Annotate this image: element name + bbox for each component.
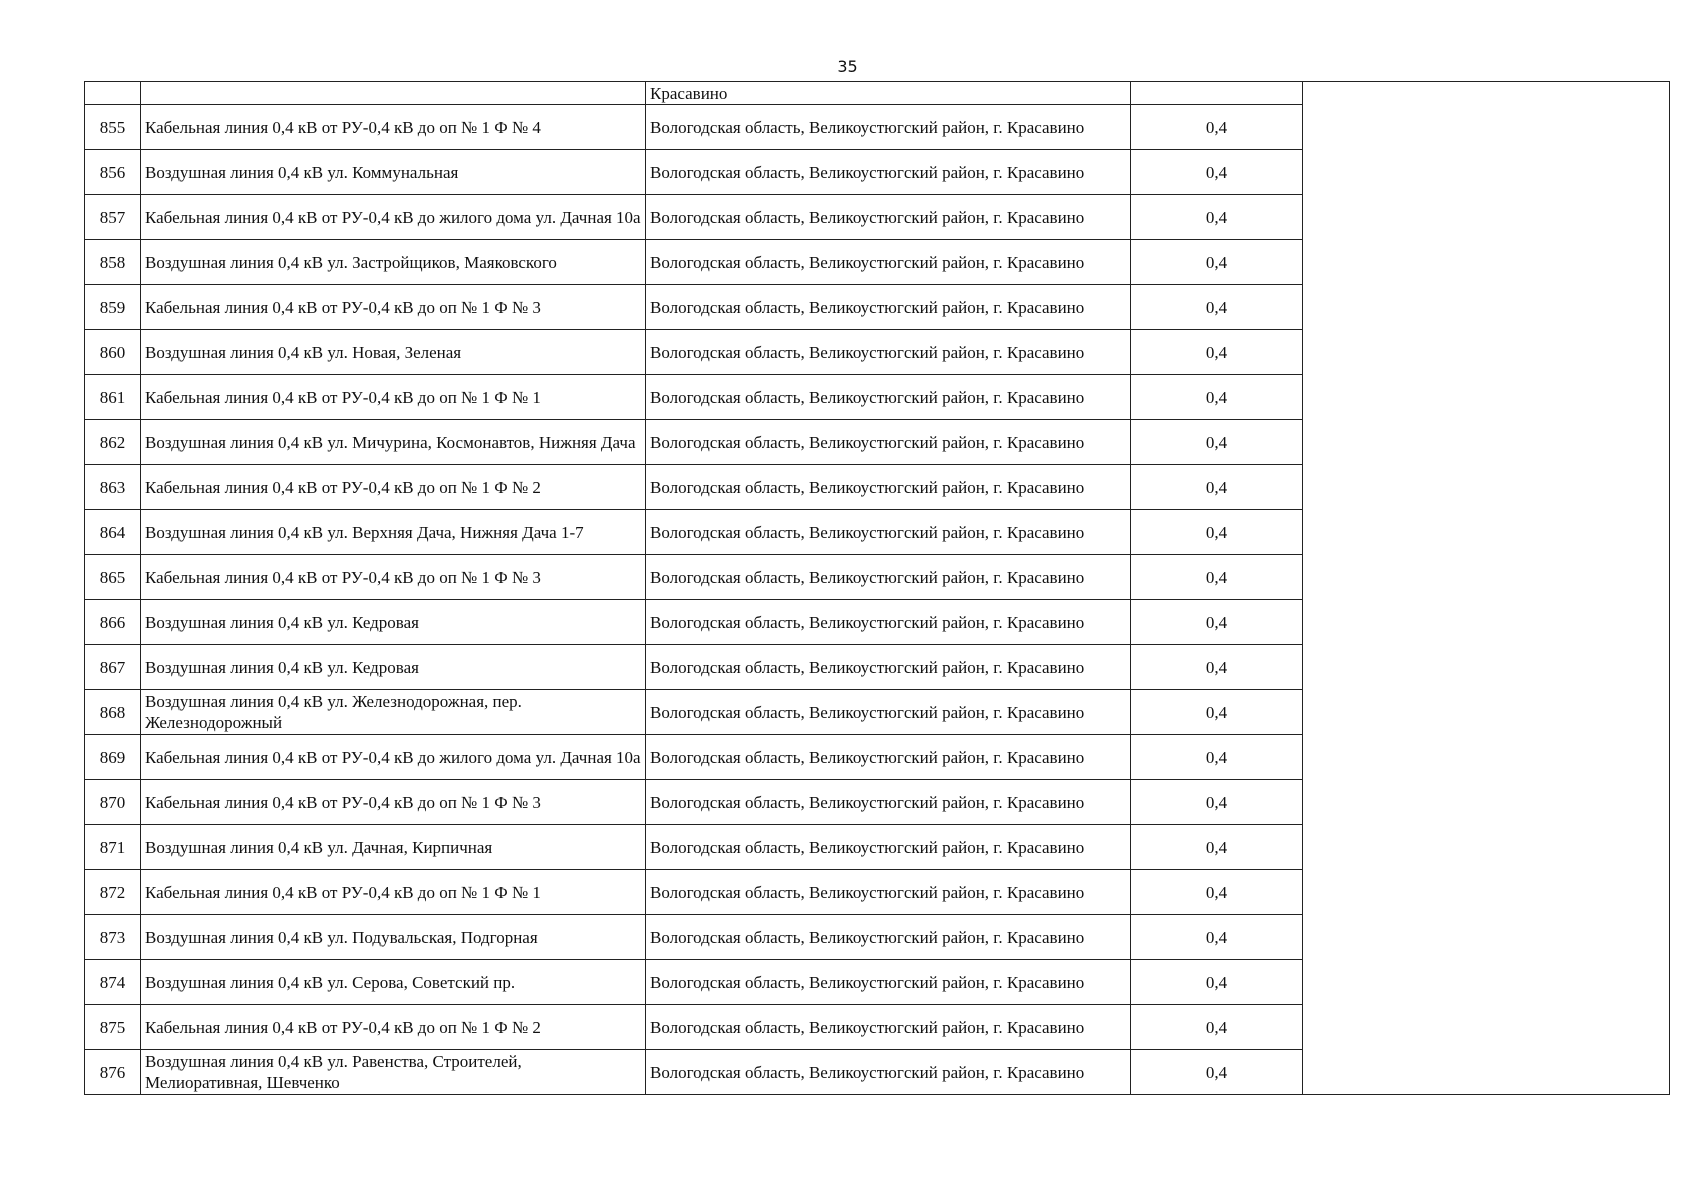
voltage-cell: 0,4 [1131,420,1303,465]
address-cell: Вологодская область, Великоустюгский район, г. Красавино [646,420,1131,465]
row-number-cell [85,82,141,105]
object-name-cell: Воздушная линия 0,4 кВ ул. Кедровая [141,645,646,690]
address-cell: Вологодская область, Великоустюгский район, г. Красавино [646,600,1131,645]
object-name-cell [141,82,646,105]
voltage-cell: 0,4 [1131,1005,1303,1050]
address-cell: Вологодская область, Великоустюгский район, г. Красавино [646,375,1131,420]
address-cell: Вологодская область, Великоустюгский район, г. Красавино [646,1005,1131,1050]
address-cell: Вологодская область, Великоустюгский район, г. Красавино [646,915,1131,960]
address-cell: Вологодская область, Великоустюгский район, г. Красавино [646,465,1131,510]
address-cell: Вологодская область, Великоустюгский район, г. Красавино [646,240,1131,285]
voltage-cell: 0,4 [1131,285,1303,330]
row-number-cell: 868 [85,690,141,735]
address-cell: Вологодская область, Великоустюгский район, г. Красавино [646,1050,1131,1095]
row-number-cell: 864 [85,510,141,555]
row-number-cell: 872 [85,870,141,915]
object-name-cell: Воздушная линия 0,4 кВ ул. Коммунальная [141,150,646,195]
address-cell: Вологодская область, Великоустюгский район, г. Красавино [646,825,1131,870]
address-cell: Красавино [646,82,1131,105]
voltage-cell: 0,4 [1131,690,1303,735]
address-cell: Вологодская область, Великоустюгский район, г. Красавино [646,510,1131,555]
object-name-cell: Кабельная линия 0,4 кВ от РУ-0,4 кВ до оп № 1 Ф № 3 [141,780,646,825]
address-cell: Вологодская область, Великоустюгский район, г. Красавино [646,555,1131,600]
voltage-cell: 0,4 [1131,195,1303,240]
row-number-cell: 874 [85,960,141,1005]
object-name-cell: Кабельная линия 0,4 кВ от РУ-0,4 кВ до оп № 1 Ф № 4 [141,105,646,150]
address-cell: Вологодская область, Великоустюгский район, г. Красавино [646,285,1131,330]
blank-column [1303,82,1670,1095]
object-name-cell: Кабельная линия 0,4 кВ от РУ-0,4 кВ до оп № 1 Ф № 3 [141,555,646,600]
address-cell: Вологодская область, Великоустюгский район, г. Красавино [646,150,1131,195]
address-cell: Вологодская область, Великоустюгский район, г. Красавино [646,105,1131,150]
object-name-cell: Воздушная линия 0,4 кВ ул. Кедровая [141,600,646,645]
row-number-cell: 858 [85,240,141,285]
object-name-cell: Кабельная линия 0,4 кВ от РУ-0,4 кВ до оп № 1 Ф № 2 [141,465,646,510]
object-name-cell: Кабельная линия 0,4 кВ от РУ-0,4 кВ до оп № 1 Ф № 1 [141,375,646,420]
voltage-cell [1131,82,1303,105]
row-number-cell: 855 [85,105,141,150]
address-cell: Вологодская область, Великоустюгский район, г. Красавино [646,645,1131,690]
object-name-cell: Воздушная линия 0,4 кВ ул. Железнодорожная, пер. Железнодорожный [141,690,646,735]
object-name-cell: Воздушная линия 0,4 кВ ул. Застройщиков, Маяковского [141,240,646,285]
voltage-cell: 0,4 [1131,780,1303,825]
object-name-cell: Кабельная линия 0,4 кВ от РУ-0,4 кВ до оп № 1 Ф № 2 [141,1005,646,1050]
address-cell: Вологодская область, Великоустюгский район, г. Красавино [646,960,1131,1005]
address-cell: Вологодская область, Великоустюгский район, г. Красавино [646,330,1131,375]
voltage-cell: 0,4 [1131,1050,1303,1095]
row-number-cell: 876 [85,1050,141,1095]
voltage-cell: 0,4 [1131,105,1303,150]
row-number-cell: 871 [85,825,141,870]
address-cell: Вологодская область, Великоустюгский район, г. Красавино [646,735,1131,780]
row-number-cell: 862 [85,420,141,465]
voltage-cell: 0,4 [1131,555,1303,600]
object-name-cell: Кабельная линия 0,4 кВ от РУ-0,4 кВ до жилого дома ул. Дачная 10а [141,195,646,240]
row-number-cell: 869 [85,735,141,780]
object-name-cell: Воздушная линия 0,4 кВ ул. Дачная, Кирпичная [141,825,646,870]
object-name-cell: Воздушная линия 0,4 кВ ул. Подувальская, Подгорная [141,915,646,960]
address-cell: Вологодская область, Великоустюгский район, г. Красавино [646,870,1131,915]
object-name-cell: Кабельная линия 0,4 кВ от РУ-0,4 кВ до оп № 1 Ф № 3 [141,285,646,330]
voltage-cell: 0,4 [1131,645,1303,690]
voltage-cell: 0,4 [1131,330,1303,375]
object-name-cell: Кабельная линия 0,4 кВ от РУ-0,4 кВ до жилого дома ул. Дачная 10а [141,735,646,780]
voltage-cell: 0,4 [1131,960,1303,1005]
object-name-cell: Кабельная линия 0,4 кВ от РУ-0,4 кВ до оп № 1 Ф № 1 [141,870,646,915]
row-number-cell: 857 [85,195,141,240]
row-number-cell: 875 [85,1005,141,1050]
row-number-cell: 860 [85,330,141,375]
object-name-cell: Воздушная линия 0,4 кВ ул. Равенства, Строителей, Мелиоративная, Шевченко [141,1050,646,1095]
object-name-cell: Воздушная линия 0,4 кВ ул. Новая, Зеленая [141,330,646,375]
voltage-cell: 0,4 [1131,510,1303,555]
address-cell: Вологодская область, Великоустюгский район, г. Красавино [646,195,1131,240]
voltage-cell: 0,4 [1131,150,1303,195]
registry-table [84,81,1670,1095]
row-number-cell: 863 [85,465,141,510]
row-number-cell: 870 [85,780,141,825]
object-name-cell: Воздушная линия 0,4 кВ ул. Мичурина, Космонавтов, Нижняя Дача [141,420,646,465]
address-cell: Вологодская область, Великоустюгский район, г. Красавино [646,690,1131,735]
table-body [85,82,1670,1095]
object-name-cell: Воздушная линия 0,4 кВ ул. Серова, Советский пр. [141,960,646,1005]
row-number-cell: 865 [85,555,141,600]
voltage-cell: 0,4 [1131,735,1303,780]
row-number-cell: 856 [85,150,141,195]
voltage-cell: 0,4 [1131,825,1303,870]
voltage-cell: 0,4 [1131,600,1303,645]
voltage-cell: 0,4 [1131,870,1303,915]
voltage-cell: 0,4 [1131,240,1303,285]
row-number-cell: 861 [85,375,141,420]
row-number-cell: 859 [85,285,141,330]
object-name-cell: Воздушная линия 0,4 кВ ул. Верхняя Дача, Нижняя Дача 1-7 [141,510,646,555]
row-number-cell: 867 [85,645,141,690]
continuation-row [85,82,1670,105]
address-cell: Вологодская область, Великоустюгский район, г. Красавино [646,780,1131,825]
row-number-cell: 866 [85,600,141,645]
page-number: 35 [837,57,858,76]
voltage-cell: 0,4 [1131,375,1303,420]
row-number-cell: 873 [85,915,141,960]
voltage-cell: 0,4 [1131,915,1303,960]
voltage-cell: 0,4 [1131,465,1303,510]
